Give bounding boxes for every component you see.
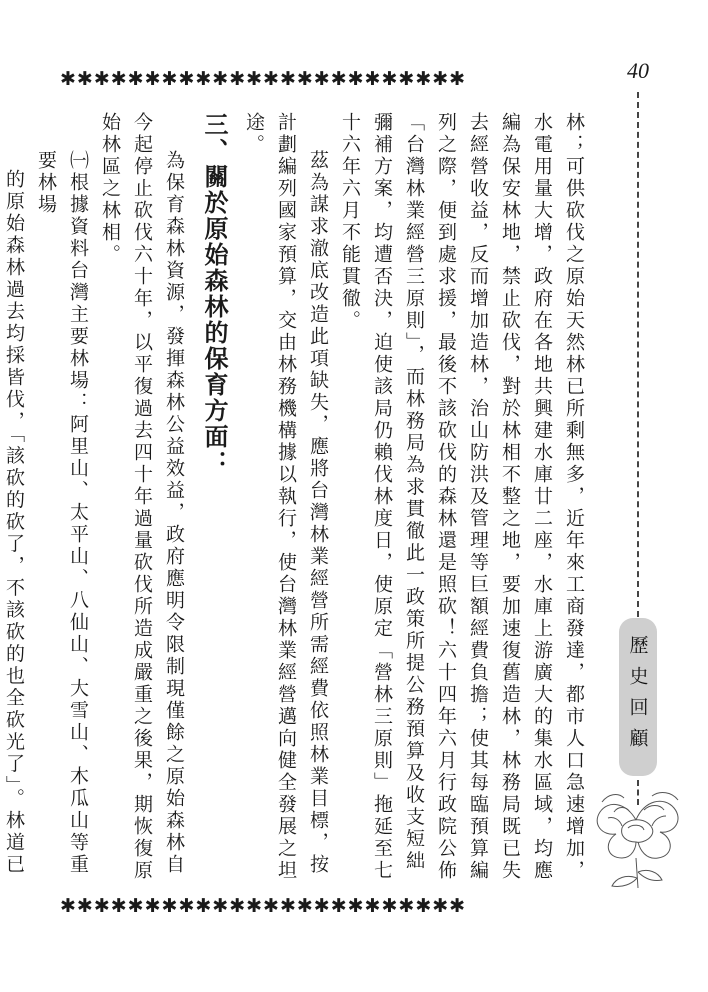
section-paragraph: 為保育森林資源，發揮森林公益效益，政府應明令限制現僅餘之原始森林自今起停止砍伐六十年，以平復過去四十年過量砍伐所造成嚴重之後果，期恢復原始林區之林相。 xyxy=(99,112,185,882)
list-item-line: 的原始森林過去均採皆伐，「該砍的砍了，不該砍的也全砍光了」。林道已 xyxy=(3,169,25,876)
paragraph-funding: 茲為謀求澈底改造此項缺失，應將台灣林業經營所需經費依照林業目標，按計劃編列國家預算，交由林務機構據以執行，使台灣林業經營邁向健全發展之坦途。 xyxy=(243,112,329,882)
paragraph-continuation: 林；可供砍伐之原始天然林已所剩無多，近年來工商發達，都市人口急速增加，水電用量大增，政府在各地共興建水庫廿二座，水庫上游廣大的集水區域，均應編為保安林地，禁止砍伐，對於林相不整之地，要加速復舊造林，林務局既已失去經營收益，反而增加造林，治山防洪及管理等巨額經費負擔；使其每臨預算編列之際，便到處求援，最後不該砍伐的森林還是照砍！六十四年六月行政院公佈「台灣林業經營三原則」，而林務局為求貫徹此一政策所提公務預算及收支短絀彌補方案，均遭否決，迫使該局仍賴伐林度日，使原定「營林三原則」拖延至七十六年六月不能貫徹。 xyxy=(339,112,585,882)
top-ornament-border: ✱✱✱✱✱✱✱✱✱✱✱✱✱✱✱✱✱✱✱✱✱✱✱✱ xyxy=(60,68,467,90)
vertical-text-body xyxy=(3,112,590,882)
page-number: 40 xyxy=(627,58,649,83)
bottom-ornament-border: ✱✱✱✱✱✱✱✱✱✱✱✱✱✱✱✱✱✱✱✱✱✱✱✱ xyxy=(60,895,467,917)
section-tab: 歷史回顧 xyxy=(619,618,657,776)
section-heading: 三、關於原始森林的保育方面： xyxy=(200,112,228,476)
peony-flower-icon xyxy=(578,772,696,892)
list-item-first-line: ㈠根據資料台灣主要林場：阿里山、太平山、八仙山、大雪山、木瓜山等重要林場 xyxy=(35,150,89,876)
side-dashed-rule xyxy=(637,92,639,617)
